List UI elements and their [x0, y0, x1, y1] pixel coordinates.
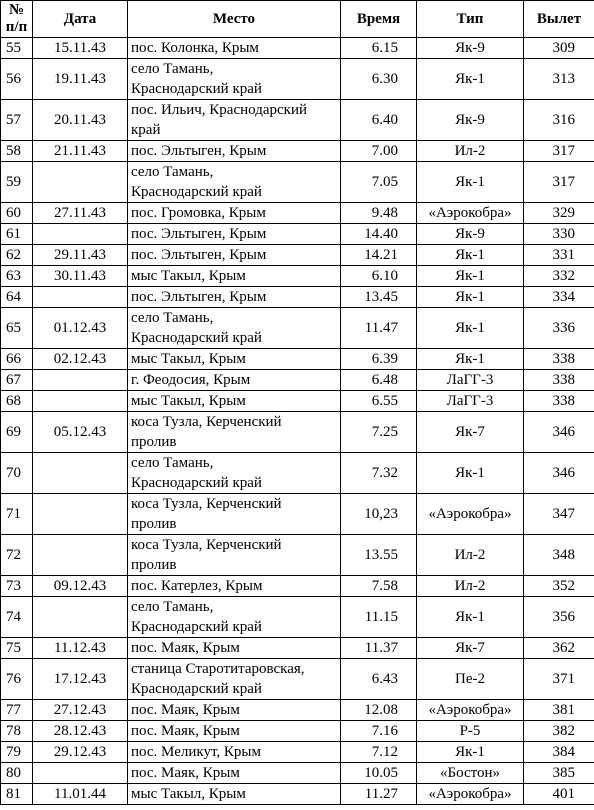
cell-time: 6.30	[341, 59, 417, 100]
cell-sortie: 385	[524, 763, 594, 784]
cell-date: 29.12.43	[33, 742, 128, 763]
cell-num: 78	[1, 721, 33, 742]
cell-sortie: 332	[524, 266, 594, 287]
cell-time: 13.45	[341, 287, 417, 308]
cell-date	[33, 494, 128, 535]
cell-type: Як-1	[417, 266, 524, 287]
cell-type: Ил-2	[417, 535, 524, 576]
table-row	[1, 59, 594, 100]
table-row	[1, 721, 594, 742]
cell-place: пос. Ильич, Краснодарский край	[128, 100, 341, 141]
cell-type: «Аэрокобра»	[417, 784, 524, 805]
cell-time: 14.21	[341, 245, 417, 266]
cell-type: Ил-2	[417, 141, 524, 162]
cell-time: 7.05	[341, 162, 417, 203]
table-row	[1, 784, 594, 805]
cell-time: 12.08	[341, 700, 417, 721]
cell-type: Як-1	[417, 162, 524, 203]
cell-date	[33, 370, 128, 391]
header-num: № п/п	[1, 1, 33, 38]
cell-time: 11.15	[341, 597, 417, 638]
table-row	[1, 266, 594, 287]
cell-num: 81	[1, 784, 33, 805]
cell-sortie: 382	[524, 721, 594, 742]
cell-date: 11.01.44	[33, 784, 128, 805]
table-row	[1, 245, 594, 266]
cell-date: 05.12.43	[33, 412, 128, 453]
cell-type: Як-7	[417, 412, 524, 453]
cell-date: 17.12.43	[33, 659, 128, 700]
cell-sortie: 371	[524, 659, 594, 700]
cell-date	[33, 162, 128, 203]
cell-sortie: 352	[524, 576, 594, 597]
cell-num: 65	[1, 308, 33, 349]
cell-time: 6.15	[341, 38, 417, 59]
cell-type: Як-1	[417, 59, 524, 100]
cell-num: 67	[1, 370, 33, 391]
cell-type: «Бостон»	[417, 763, 524, 784]
cell-sortie: 336	[524, 308, 594, 349]
header-date: Дата	[33, 1, 128, 38]
cell-type: Як-9	[417, 38, 524, 59]
cell-place: село Тамань, Краснодарский край	[128, 162, 341, 203]
header-row	[1, 1, 594, 38]
table-row	[1, 597, 594, 638]
cell-sortie: 316	[524, 100, 594, 141]
table-row	[1, 141, 594, 162]
cell-sortie: 338	[524, 349, 594, 370]
table-row	[1, 494, 594, 535]
cell-date: 27.12.43	[33, 700, 128, 721]
cell-num: 58	[1, 141, 33, 162]
table-row	[1, 349, 594, 370]
cell-time: 14.40	[341, 224, 417, 245]
cell-date: 15.11.43	[33, 38, 128, 59]
cell-sortie: 313	[524, 59, 594, 100]
cell-time: 9.48	[341, 203, 417, 224]
cell-place: пос. Катерлез, Крым	[128, 576, 341, 597]
cell-sortie: 356	[524, 597, 594, 638]
cell-place: пос. Эльтыген, Крым	[128, 224, 341, 245]
table-row	[1, 38, 594, 59]
cell-num: 62	[1, 245, 33, 266]
cell-num: 59	[1, 162, 33, 203]
cell-place: село Тамань, Краснодарский край	[128, 453, 341, 494]
cell-num: 63	[1, 266, 33, 287]
cell-date: 11.12.43	[33, 638, 128, 659]
cell-time: 6.39	[341, 349, 417, 370]
cell-type: ЛаГГ-3	[417, 391, 524, 412]
cell-time: 10,23	[341, 494, 417, 535]
cell-num: 57	[1, 100, 33, 141]
cell-date	[33, 763, 128, 784]
cell-num: 68	[1, 391, 33, 412]
cell-date: 29.11.43	[33, 245, 128, 266]
cell-type: Р-5	[417, 721, 524, 742]
cell-place: пос. Маяк, Крым	[128, 638, 341, 659]
cell-place: коса Тузла, Керченский пролив	[128, 412, 341, 453]
cell-place: мыс Такыл, Крым	[128, 391, 341, 412]
table-row	[1, 742, 594, 763]
cell-place: село Тамань, Краснодарский край	[128, 308, 341, 349]
cell-time: 7.00	[341, 141, 417, 162]
cell-type: Як-1	[417, 349, 524, 370]
cell-place: коса Тузла, Керченский пролив	[128, 535, 341, 576]
cell-time: 7.12	[341, 742, 417, 763]
cell-type: Як-1	[417, 245, 524, 266]
cell-place: пос. Маяк, Крым	[128, 700, 341, 721]
table-row	[1, 638, 594, 659]
cell-type: Як-9	[417, 224, 524, 245]
cell-place: село Тамань, Краснодарский край	[128, 59, 341, 100]
cell-time: 11.37	[341, 638, 417, 659]
cell-date: 20.11.43	[33, 100, 128, 141]
cell-num: 66	[1, 349, 33, 370]
cell-num: 70	[1, 453, 33, 494]
cell-num: 75	[1, 638, 33, 659]
cell-place: станица Старотитаровская, Краснодарский край	[128, 659, 341, 700]
cell-sortie: 334	[524, 287, 594, 308]
cell-time: 6.43	[341, 659, 417, 700]
cell-place: пос. Маяк, Крым	[128, 763, 341, 784]
table-row	[1, 287, 594, 308]
cell-type: «Аэрокобра»	[417, 494, 524, 535]
cell-time: 13.55	[341, 535, 417, 576]
cell-time: 7.25	[341, 412, 417, 453]
cell-time: 7.32	[341, 453, 417, 494]
cell-date: 09.12.43	[33, 576, 128, 597]
cell-place: пос. Колонка, Крым	[128, 38, 341, 59]
cell-num: 55	[1, 38, 33, 59]
cell-sortie: 309	[524, 38, 594, 59]
cell-num: 60	[1, 203, 33, 224]
table-row	[1, 100, 594, 141]
cell-num: 61	[1, 224, 33, 245]
cell-date	[33, 287, 128, 308]
cell-sortie: 338	[524, 391, 594, 412]
cell-time: 10.05	[341, 763, 417, 784]
table-row	[1, 659, 594, 700]
cell-date	[33, 597, 128, 638]
table-row	[1, 224, 594, 245]
cell-type: ЛаГГ-3	[417, 370, 524, 391]
table-row	[1, 700, 594, 721]
cell-sortie: 317	[524, 162, 594, 203]
cell-place: пос. Меликут, Крым	[128, 742, 341, 763]
cell-num: 77	[1, 700, 33, 721]
cell-place: пос. Маяк, Крым	[128, 721, 341, 742]
cell-sortie: 347	[524, 494, 594, 535]
cell-type: Ил-2	[417, 576, 524, 597]
cell-num: 72	[1, 535, 33, 576]
cell-date	[33, 391, 128, 412]
table-row	[1, 370, 594, 391]
header-sortie: Вылет	[524, 1, 594, 38]
cell-type: Як-1	[417, 287, 524, 308]
cell-time: 6.55	[341, 391, 417, 412]
table-row	[1, 763, 594, 784]
cell-date	[33, 224, 128, 245]
cell-place: мыс Такыл, Крым	[128, 784, 341, 805]
cell-num: 79	[1, 742, 33, 763]
cell-time: 11.27	[341, 784, 417, 805]
header-time: Время	[341, 1, 417, 38]
cell-time: 7.58	[341, 576, 417, 597]
cell-place: пос. Громовка, Крым	[128, 203, 341, 224]
cell-num: 80	[1, 763, 33, 784]
cell-date: 28.12.43	[33, 721, 128, 742]
cell-type: Як-1	[417, 597, 524, 638]
table-row	[1, 162, 594, 203]
cell-num: 73	[1, 576, 33, 597]
cell-place: село Тамань, Краснодарский край	[128, 597, 341, 638]
cell-type: Як-7	[417, 638, 524, 659]
cell-type: «Аэрокобра»	[417, 700, 524, 721]
cell-num: 69	[1, 412, 33, 453]
table-row	[1, 391, 594, 412]
cell-sortie: 401	[524, 784, 594, 805]
table-body	[1, 38, 594, 805]
cell-num: 64	[1, 287, 33, 308]
cell-sortie: 381	[524, 700, 594, 721]
cell-type: Як-1	[417, 308, 524, 349]
header-type: Тип	[417, 1, 524, 38]
cell-date: 27.11.43	[33, 203, 128, 224]
cell-time: 11.47	[341, 308, 417, 349]
cell-sortie: 331	[524, 245, 594, 266]
table-row	[1, 576, 594, 597]
cell-place: г. Феодосия, Крым	[128, 370, 341, 391]
cell-time: 6.48	[341, 370, 417, 391]
cell-type: «Аэрокобра»	[417, 203, 524, 224]
cell-num: 74	[1, 597, 33, 638]
cell-type: Як-1	[417, 453, 524, 494]
cell-place: пос. Эльтыген, Крым	[128, 245, 341, 266]
cell-sortie: 362	[524, 638, 594, 659]
cell-place: мыс Такыл, Крым	[128, 349, 341, 370]
cell-type: Як-9	[417, 100, 524, 141]
cell-sortie: 346	[524, 412, 594, 453]
cell-type: Як-1	[417, 742, 524, 763]
cell-place: пос. Эльтыген, Крым	[128, 141, 341, 162]
header-place: Место	[128, 1, 341, 38]
cell-sortie: 384	[524, 742, 594, 763]
cell-date: 19.11.43	[33, 59, 128, 100]
cell-time: 6.10	[341, 266, 417, 287]
cell-sortie: 338	[524, 370, 594, 391]
cell-date: 02.12.43	[33, 349, 128, 370]
table-row	[1, 412, 594, 453]
cell-num: 56	[1, 59, 33, 100]
table-row	[1, 535, 594, 576]
cell-time: 7.16	[341, 721, 417, 742]
cell-place: пос. Эльтыген, Крым	[128, 287, 341, 308]
cell-sortie: 329	[524, 203, 594, 224]
cell-sortie: 330	[524, 224, 594, 245]
cell-num: 71	[1, 494, 33, 535]
cell-date	[33, 535, 128, 576]
cell-date: 21.11.43	[33, 141, 128, 162]
cell-date: 30.11.43	[33, 266, 128, 287]
cell-num: 76	[1, 659, 33, 700]
table-row	[1, 453, 594, 494]
cell-sortie: 346	[524, 453, 594, 494]
cell-sortie: 348	[524, 535, 594, 576]
cell-time: 6.40	[341, 100, 417, 141]
cell-place: мыс Такыл, Крым	[128, 266, 341, 287]
cell-type: Пе-2	[417, 659, 524, 700]
table-row	[1, 308, 594, 349]
table-row	[1, 203, 594, 224]
cell-date: 01.12.43	[33, 308, 128, 349]
cell-sortie: 317	[524, 141, 594, 162]
cell-place: коса Тузла, Керченский пролив	[128, 494, 341, 535]
cell-date	[33, 453, 128, 494]
